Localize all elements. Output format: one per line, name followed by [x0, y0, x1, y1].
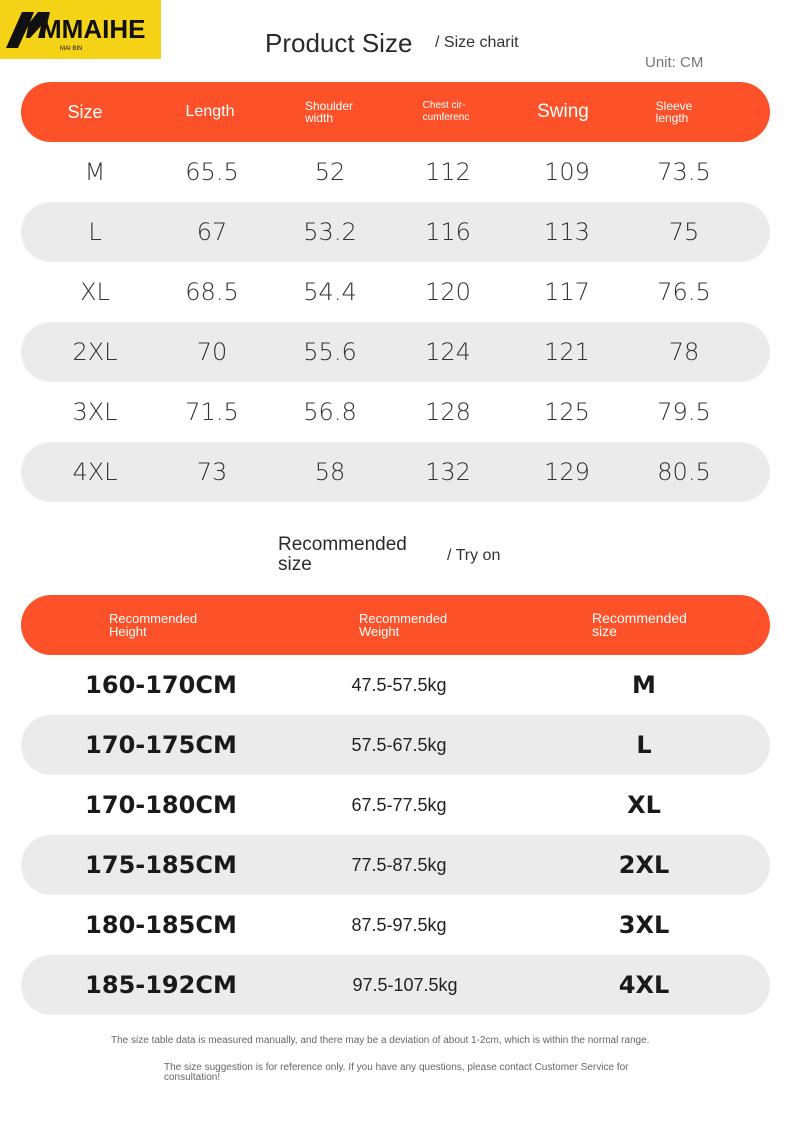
- cell-swing: 129: [544, 458, 590, 486]
- table-row: [21, 442, 770, 502]
- cell-weight: 87.5-97.5kg: [351, 914, 447, 935]
- unit-label: Unit: CM: [645, 54, 704, 71]
- cell-chest: 132: [425, 458, 471, 486]
- recommend-title: Recommended size: [278, 534, 407, 575]
- cell-length: 70: [196, 338, 228, 366]
- table-row: [21, 895, 770, 955]
- cell-weight: 57.5-67.5kg: [351, 734, 447, 755]
- cell-chest: 128: [425, 398, 471, 426]
- cell-size: 4XL: [72, 458, 118, 486]
- logo-subtext: MAI BIN: [60, 46, 83, 52]
- cell-shoulder: 54.4: [303, 278, 357, 306]
- table-row: [21, 775, 770, 835]
- table-row: [21, 262, 770, 322]
- header-rec-height: Recommended Height: [109, 611, 198, 639]
- cell-length: 71.5: [185, 398, 239, 426]
- cell-sleeve: 76.5: [657, 278, 711, 306]
- cell-shoulder: 52: [314, 158, 346, 186]
- table-row: [21, 715, 770, 775]
- cell-size: L: [88, 218, 102, 246]
- cell-length: 73: [196, 458, 228, 486]
- cell-chest: 112: [425, 158, 471, 186]
- header-size: Size: [67, 101, 103, 122]
- cell-rec-size: L: [636, 731, 652, 759]
- cell-weight: 67.5-77.5kg: [351, 794, 447, 815]
- cell-chest: 120: [425, 278, 471, 306]
- header-chest: Chest cir- cumferenc: [422, 100, 470, 123]
- reference-note: The size suggestion is for reference only. If you have any questions, please contact Customer Service for consultation!: [164, 1062, 629, 1083]
- cell-length: 68.5: [185, 278, 239, 306]
- cell-length: 65.5: [185, 158, 239, 186]
- table-row: [21, 835, 770, 895]
- cell-size: 3XL: [72, 398, 118, 426]
- header-rec-weight: Recommended Weight: [359, 611, 448, 639]
- cell-height: 180-185CM: [85, 911, 237, 939]
- cell-length: 67: [196, 218, 228, 246]
- cell-shoulder: 56.8: [303, 398, 357, 426]
- table-row: [21, 655, 770, 715]
- cell-chest: 124: [425, 338, 471, 366]
- cell-shoulder: 53.2: [303, 218, 357, 246]
- header-shoulder: Shoulder width: [304, 99, 354, 125]
- cell-height: 170-180CM: [85, 791, 237, 819]
- recommend-subtitle: / Try on: [447, 547, 501, 564]
- cell-swing: 113: [544, 218, 590, 246]
- cell-size: M: [84, 158, 106, 186]
- cell-chest: 116: [425, 218, 471, 246]
- cell-sleeve: 80.5: [657, 458, 711, 486]
- measurement-note: The size table data is measured manually, and there may be a deviation of about 1-2cm, which is within the normal range.: [111, 1035, 650, 1046]
- header-swing: Swing: [537, 101, 589, 122]
- cell-rec-size: XL: [627, 791, 661, 819]
- cell-shoulder: 55.6: [303, 338, 357, 366]
- cell-sleeve: 75: [668, 218, 700, 246]
- cell-size: XL: [80, 278, 110, 306]
- cell-weight: 77.5-87.5kg: [351, 854, 447, 875]
- logo-text: MMAIHE: [40, 14, 146, 44]
- cell-swing: 117: [544, 278, 590, 306]
- table-row: [21, 955, 770, 1015]
- table-row: [21, 142, 770, 202]
- cell-sleeve: 79.5: [657, 398, 711, 426]
- cell-rec-size: M: [632, 671, 656, 699]
- page-title: Product Size: [265, 28, 413, 58]
- cell-swing: 125: [544, 398, 590, 426]
- cell-weight: 47.5-57.5kg: [351, 674, 447, 695]
- header-length: Length: [185, 103, 235, 120]
- cell-swing: 121: [544, 338, 590, 366]
- table-row: [21, 382, 770, 442]
- cell-sleeve: 78: [668, 338, 700, 366]
- cell-rec-size: 4XL: [618, 971, 670, 999]
- cell-height: 160-170CM: [85, 671, 237, 699]
- cell-shoulder: 58: [314, 458, 346, 486]
- recommend-table-header: [21, 595, 770, 655]
- cell-rec-size: 2XL: [618, 851, 670, 879]
- cell-size: 2XL: [72, 338, 118, 366]
- table-row: [21, 322, 770, 382]
- brand-logo: [0, 0, 161, 59]
- header-sleeve: Sleeve length: [655, 99, 693, 125]
- page-subtitle: / Size charit: [435, 34, 519, 51]
- header-rec-size: Recommended size: [592, 610, 687, 639]
- cell-height: 170-175CM: [85, 731, 237, 759]
- cell-height: 185-192CM: [85, 971, 237, 999]
- cell-sleeve: 73.5: [657, 158, 711, 186]
- cell-height: 175-185CM: [85, 851, 237, 879]
- cell-swing: 109: [544, 158, 590, 186]
- cell-rec-size: 3XL: [618, 911, 670, 939]
- cell-weight: 97.5-107.5kg: [352, 974, 458, 995]
- table-row: [21, 202, 770, 262]
- size-table-header: [21, 82, 770, 142]
